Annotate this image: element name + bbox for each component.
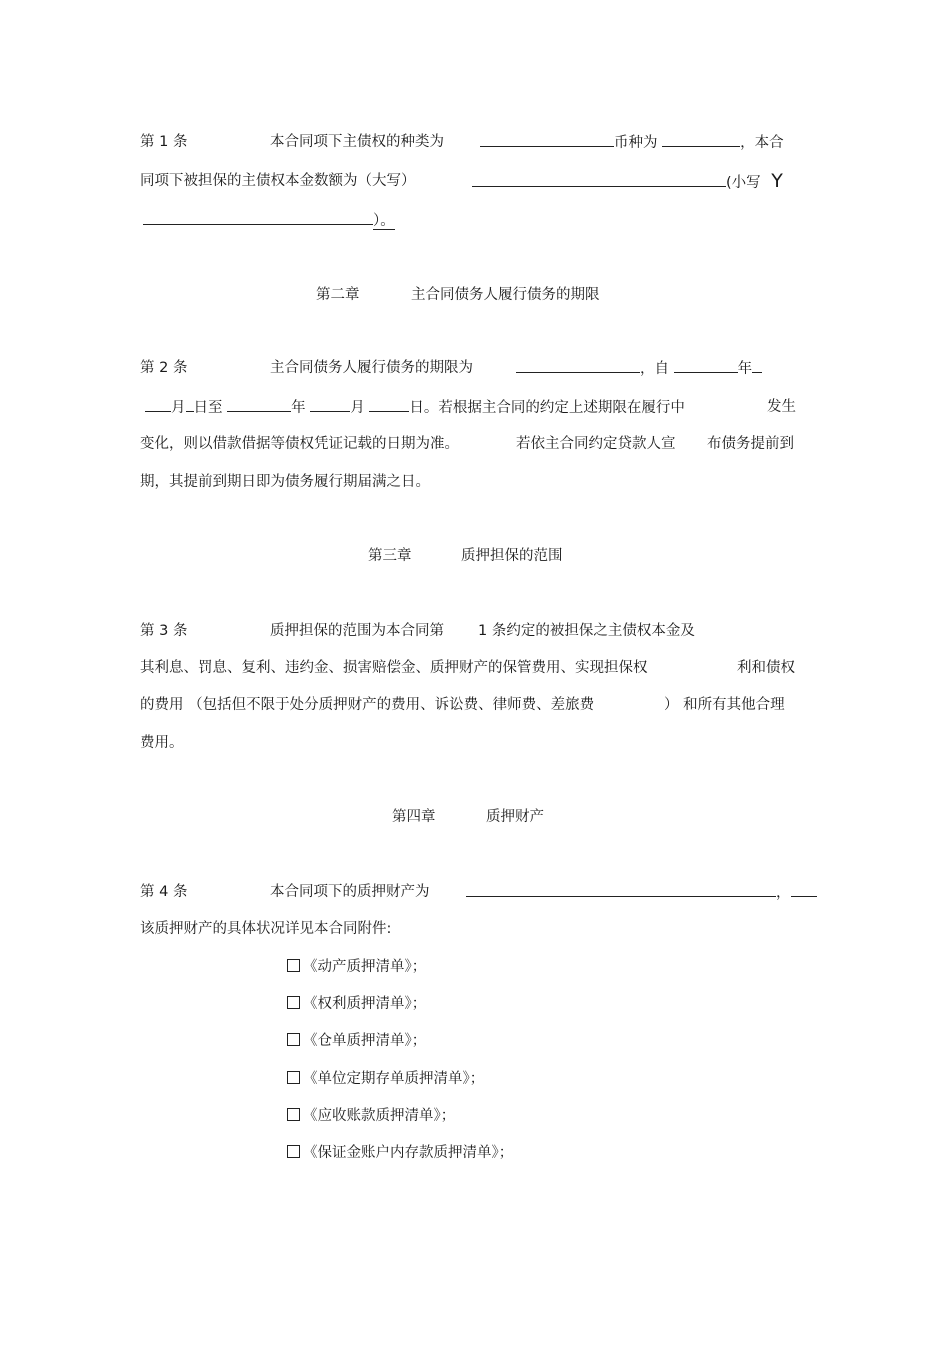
blank-pledged-property-tail[interactable] (791, 882, 817, 897)
art2-line3 (140, 434, 459, 454)
art3-line2-end (737, 658, 795, 678)
art3-text-a: 质押担保的范围为本合同第 (270, 623, 444, 639)
art2-line4-text: 期，其提前到期日即为债务履行期届满之日。 (140, 474, 430, 490)
art3-line1-body (270, 621, 444, 641)
art2-line2-c: 年 (291, 400, 306, 416)
art2-line2 (145, 397, 685, 418)
chapter2-title: 主合同债务人履行债务的期限 (411, 287, 600, 303)
art2-text-a: 主合同债务人履行债务的期限为 (270, 360, 473, 376)
art2-line2-f: 发生 (767, 399, 796, 415)
art3-line2-b: 利和债权 (737, 660, 795, 676)
art2-line3-mid (516, 434, 676, 454)
art3-line4 (140, 733, 184, 753)
art2-line3-c: 布债务提前到 (707, 436, 794, 452)
art4-label: 第 4 条 (140, 884, 188, 900)
checklist-item-label: 《保证金账户内存款质押清单》； (303, 1145, 514, 1161)
chapter2-heading (316, 285, 360, 305)
art3-line3-end (664, 695, 785, 715)
art2-label: 第 2 条 (140, 360, 188, 376)
chapter4-heading (392, 807, 436, 827)
art3-line2-a: 其利息、罚息、复利、违约金、损害赔偿金、质押财产的保管费用、实现担保权 (140, 660, 648, 676)
art1-line2-a: 同项下被担保的主债权本金数额为（大写） (140, 173, 416, 189)
art2-line2-e: 日。若根据主合同的约定上述期限在履行中 (409, 400, 685, 416)
checklist-item[interactable] (287, 1143, 513, 1163)
chapter2-title-wrap (411, 285, 600, 305)
art3-label-wrap (140, 621, 187, 641)
art2-line3-end (707, 434, 794, 454)
yen-symbol: Y (771, 170, 783, 192)
checkbox-icon[interactable] (287, 1108, 300, 1121)
blank-currency[interactable] (662, 132, 740, 147)
chapter4-title: 质押财产 (486, 809, 544, 825)
art4-label-wrap (140, 882, 187, 902)
checklist-item[interactable] (287, 957, 426, 977)
art1-line2-b: (小写 (726, 175, 761, 191)
blank-amount-figures[interactable] (143, 210, 373, 225)
art2-line4 (140, 472, 430, 492)
art3-line3-a: 的费用 （包括但不限于处分质押财产的费用、诉讼费、律师费、差旅费 (140, 697, 595, 713)
art4-line2-text: 该质押财产的具体状况详见本合同附件: (140, 921, 392, 937)
art2-line2-d: 月 (350, 400, 365, 416)
art1-text-c: ，本合 (740, 135, 784, 151)
art2-line2-a: 月 (171, 400, 186, 416)
art2-line2-end (767, 397, 796, 417)
chapter3-title-wrap (461, 546, 563, 566)
art4-line2 (140, 919, 391, 939)
checkbox-icon[interactable] (287, 959, 300, 972)
blank-start-day[interactable] (186, 397, 194, 412)
blank-debt-type[interactable] (480, 132, 614, 147)
art4-line1-body (270, 882, 430, 902)
blank-pledged-property[interactable] (466, 882, 776, 897)
checkbox-icon[interactable] (287, 996, 300, 1009)
checklist-item[interactable] (287, 1106, 455, 1126)
checklist-item-label: 《权利质押清单》； (303, 996, 427, 1012)
checklist-item-label: 《单位定期存单质押清单》； (303, 1071, 485, 1087)
chapter2-num: 第二章 (316, 287, 360, 303)
art2-line1-blanks (516, 358, 762, 379)
checkbox-icon[interactable] (287, 1033, 300, 1046)
art1-label: 第 1 条 (140, 134, 188, 150)
blank-end-day[interactable] (369, 397, 409, 412)
blank-start-month-a[interactable] (752, 358, 762, 373)
art1-line3-end: ）。 (373, 213, 395, 229)
art3-line4-text: 费用。 (140, 735, 184, 751)
art1-text-a: 本合同项下主债权的种类为 (270, 134, 444, 150)
checkbox-icon[interactable] (287, 1071, 300, 1084)
art2-line1-body (270, 358, 473, 378)
checkbox-icon[interactable] (287, 1145, 300, 1158)
chapter3-title: 质押担保的范围 (461, 548, 563, 564)
blank-start-month[interactable] (145, 397, 171, 412)
art1-line2-blanks (472, 171, 783, 193)
checklist-item[interactable] (287, 1031, 426, 1051)
art1-line1-blanks (480, 132, 784, 153)
art2-line3-a: 变化，则以借款借据等债权凭证记载的日期为准。 (140, 436, 459, 452)
art4-line1-blanks (466, 882, 817, 903)
art1-text-b: 币种为 (614, 135, 658, 151)
checklist-item-label: 《动产质押清单》； (303, 959, 427, 975)
checklist-item[interactable] (287, 994, 426, 1014)
checklist-item[interactable] (287, 1069, 484, 1089)
art3-line3-b: ） 和所有其他合理 (664, 697, 785, 713)
art3-line2 (140, 658, 648, 678)
art3-line3 (140, 695, 594, 715)
chapter3-num: 第三章 (368, 548, 412, 564)
art1-line1-body (270, 132, 444, 152)
art1-line1 (140, 132, 187, 152)
art3-text-b: 1 条约定的被担保之主债权本金及 (478, 623, 695, 639)
chapter3-heading (368, 546, 412, 566)
art2-line3-b: 若依主合同约定贷款人宣 (516, 436, 676, 452)
chapter4-num: 第四章 (392, 809, 436, 825)
art2-text-b: ，自 (640, 361, 669, 377)
art3-line1-end (478, 621, 695, 641)
art1-line2 (140, 171, 416, 191)
art4-text-b: ， (776, 885, 791, 901)
art1-line3 (143, 210, 395, 231)
chapter4-title-wrap (486, 807, 544, 827)
checklist-item-label: 《仓单质押清单》； (303, 1033, 427, 1049)
art4-text-a: 本合同项下的质押财产为 (270, 884, 430, 900)
blank-term[interactable] (516, 358, 640, 373)
blank-start-year[interactable] (674, 358, 738, 373)
blank-end-month[interactable] (310, 397, 350, 412)
art2-line2-b: 日至 (193, 400, 223, 416)
art2-label-wrap (140, 358, 187, 378)
art2-text-c: 年 (737, 361, 753, 377)
blank-amount-words[interactable] (472, 172, 726, 187)
checklist-item-label: 《应收账款质押清单》； (303, 1108, 456, 1124)
art3-label: 第 3 条 (140, 623, 188, 639)
blank-end-year[interactable] (227, 397, 291, 412)
